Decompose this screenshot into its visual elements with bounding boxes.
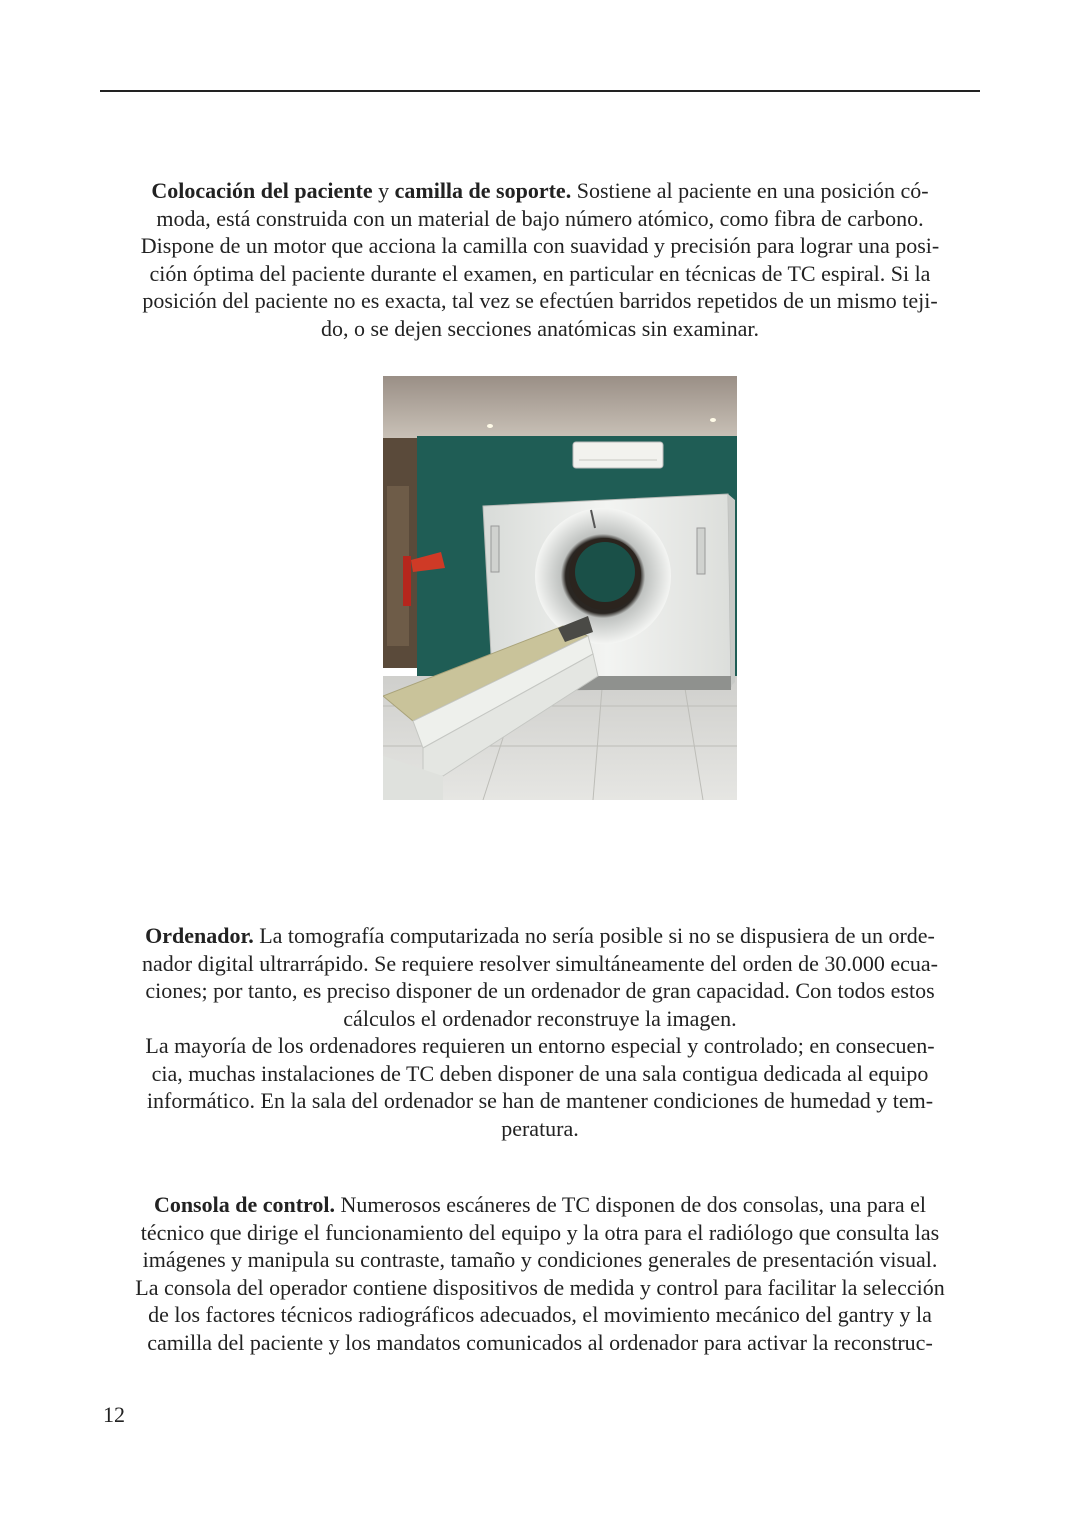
text-line: cálculos el ordenador reconstruye la imagen. — [343, 1005, 737, 1031]
header-rule — [100, 90, 980, 92]
text-line: do, o se dejen secciones anatómicas sin examinar. — [320, 315, 760, 341]
text-line: moda, está construida con un material de bajo número atómico, como fibra de carbono. — [156, 205, 924, 231]
text-line: informático. En la sala del ordenador se han de mantener condiciones de humedad y tem- — [146, 1088, 934, 1113]
text-line: cia, muchas instalaciones de TC deben disponer de una sala contigua dedicada al equipo — [151, 1060, 929, 1086]
text-line: técnico que dirige el funcionamiento del equipo y la otra para el radiólogo que consulta las — [140, 1219, 940, 1245]
text-line: posición del paciente no es exacta, tal vez se efectúen barridos repetidos de un mismo teji- — [142, 288, 938, 313]
text-line: peratura. — [501, 1115, 579, 1141]
control-console-paragraph — [100, 1191, 980, 1356]
text-line: ción óptima del paciente durante el examen, en particular en técnicas de TC espiral. Si la — [149, 260, 931, 286]
heading-control-console: Consola de control. — [153, 1192, 336, 1217]
text-line: de los factores técnicos radiográficos adecuados, el movimiento mecánico del gantry y la — [148, 1302, 932, 1327]
text-line: camilla del paciente y los mandatos comunicados al ordenador para activar la reconstruc- — [147, 1329, 933, 1355]
text-line: Ordenador. La tomografía computarizada no sería posible si no se dispusiera de un orde- — [145, 923, 935, 948]
heading-computer: Ordenador. — [145, 923, 254, 948]
text-line: nador digital ultrarrápido. Se requiere resolver simultáneamente del orden de 30.000 ecua- — [142, 950, 938, 976]
text-line: La consola del operador contiene dispositivos de medida y control para facilitar la selección — [135, 1274, 945, 1300]
text-line: ciones; por tanto, es preciso disponer de un ordenador de gran capacidad. Con todos estos — [145, 978, 935, 1003]
ct-scanner-photo — [383, 376, 737, 800]
patient-table-paragraph — [100, 177, 980, 342]
text-line: Colocación del paciente y camilla de soporte. Sostiene al paciente en una posición có- — [151, 178, 929, 203]
text-line: La mayoría de los ordenadores requieren un entorno especial y controlado; en consecuen- — [145, 1033, 935, 1058]
text-line: Consola de control. Numerosos escáneres de TC disponen de dos consolas, una para el — [153, 1192, 927, 1217]
heading-support-table: camilla de soporte. — [394, 178, 572, 203]
computer-paragraph — [100, 922, 980, 1142]
heading-patient-positioning: Colocación del paciente — [151, 178, 373, 203]
page-number: 12 — [103, 1402, 125, 1427]
text-line: imágenes y manipula su contraste, tamaño y condiciones generales de presentación visual. — [142, 1247, 938, 1272]
text-line: Dispone de un motor que acciona la camilla con suavidad y precisión para lograr una posi- — [140, 233, 940, 258]
